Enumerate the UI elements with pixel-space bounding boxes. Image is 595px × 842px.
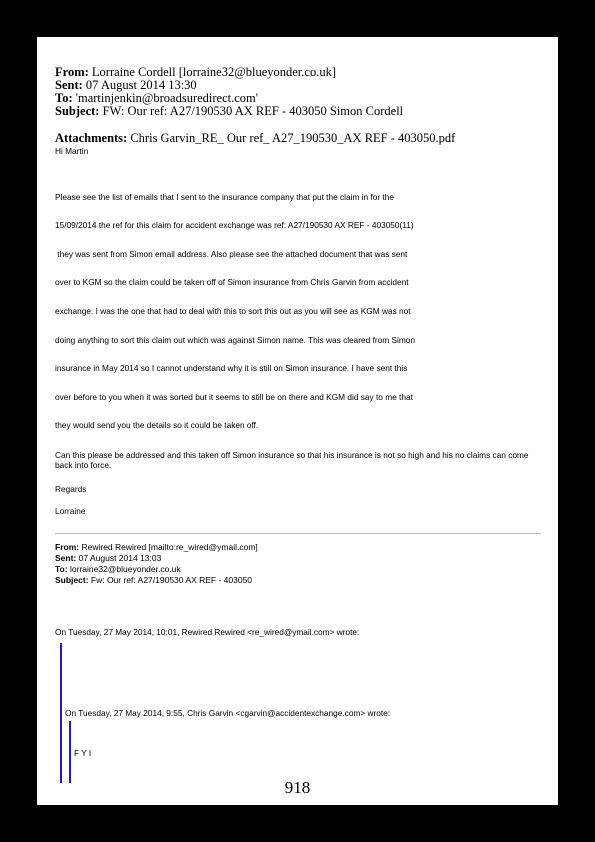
subject-text: FW: Our ref: A27/190530 AX REF - 403050 Simon Cordell (102, 104, 404, 118)
fwd-sent: Sent: 07 August 2014 13:03 (55, 553, 162, 563)
signature: Lorraine (55, 506, 86, 516)
body-line: they would send you the details so it could be taken off. (55, 420, 259, 430)
sender-address: Lorraine Cordell [lorraine32@blueyonder.co.uk] (91, 65, 336, 79)
document-page (37, 37, 558, 805)
quote-bar-outer (60, 643, 62, 783)
fwd-to: To: lorraine32@blueyonder.co.uk (55, 564, 181, 574)
regards: Regards (55, 484, 87, 494)
attachment-name: Chris Garvin_RE_ Our ref_ A27_190530_AX REF - 403050.pdf (130, 131, 456, 145)
recipient-address: 'martinjenkin@broadsuredirect.com' (75, 91, 259, 105)
quote-header-1: On Tuesday, 27 May 2014, 10:01, Rewired Rewired <re_wired@ymail.com> wrote: (55, 627, 360, 637)
fyi-text: F Y I (74, 748, 92, 758)
quote-header-2: On Tuesday, 27 May 2014, 9:55, Chris Garvin <cgarvin@accidentexchange.com> wrote: (65, 708, 391, 718)
body-line: doing anything to sort this claim out which was against Simon name. This was cleared from Simon (55, 335, 416, 345)
body-line: 15/09/2014 the ref for this claim for accident exchange was ref: A27/190530 AX REF - 403050(11) (55, 220, 414, 230)
body-line: exchange. I was the one that had to deal with this to sort this out as you will see as KGM was not (55, 306, 411, 316)
body-line: insurance in May 2014 so I cannot understand why it is still on Simon insurance. I have sent this (55, 363, 408, 373)
header-from: From: Lorraine Cordell [lorraine32@blueyonder.co.uk] (55, 65, 336, 79)
fwd-recipient: lorraine32@blueyonder.co.uk (69, 564, 181, 574)
quote-bar-inner (69, 721, 71, 783)
greeting: Hi Martin (55, 146, 89, 156)
header-sent: Sent: 07 August 2014 13:30 (55, 78, 197, 92)
sent-date: 07 August 2014 13:30 (85, 78, 197, 92)
header-subject: Subject: FW: Our ref: A27/190530 AX REF - 403050 Simon Cordell (55, 104, 404, 118)
fwd-sent-date: 07 August 2014 13:03 (78, 553, 162, 563)
fwd-subject: Subject: Fw: Our ref: A27/190530 AX REF - 403050 (55, 575, 253, 585)
header-to: To: 'martinjenkin@broadsuredirect.com' (55, 91, 259, 105)
body-line: over before to you when it was sorted but it seems to still be on there and KGM did say to me that (55, 392, 413, 402)
body-line: Please see the list of emails that I sent to the insurance company that put the claim in for the (55, 192, 394, 202)
body-line: over to KGM so the claim could be taken off of Simon insurance from Chris Garvin from accident (55, 277, 409, 287)
header-attachments: Attachments: Chris Garvin_RE_ Our ref_ A27_190530_AX REF - 403050.pdf (55, 131, 456, 145)
divider (55, 533, 541, 534)
page-number: 918 (284, 778, 311, 797)
request-paragraph: Can this please be addressed and this taken off Simon insurance so that his insurance is not so high and his no claims can come back into force. (55, 450, 529, 470)
fwd-sender: Rewired Rewired [mailto:re_wired@ymail.com] (81, 542, 258, 552)
fwd-from: From: Rewired Rewired [mailto:re_wired@ymail.com] (55, 542, 258, 552)
body-line: they was sent from Simon email address. Also please see the attached document that was sent (55, 249, 408, 259)
fwd-subject-text: Fw: Our ref: A27/190530 AX REF - 403050 (90, 575, 253, 585)
